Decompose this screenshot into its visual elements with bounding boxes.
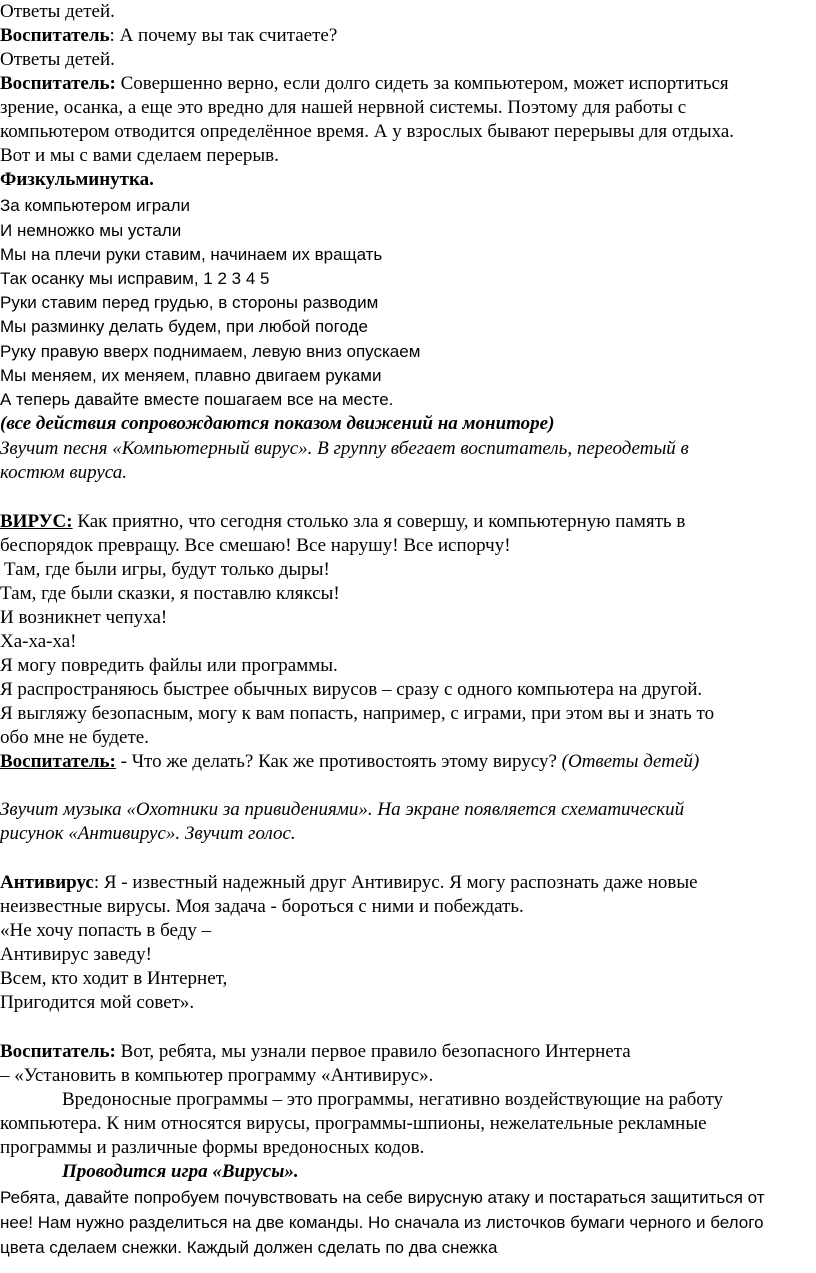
text-line: Там, где были игры, будут только дыры! bbox=[4, 559, 330, 580]
stage-direction: (все действия сопровождаются показом движений на мониторе) bbox=[0, 413, 555, 434]
text-line: Ответы детей. bbox=[0, 49, 115, 70]
stage-direction: (Ответы детей) bbox=[561, 751, 700, 772]
text-line: Вот и мы с вами сделаем перерыв. bbox=[0, 145, 279, 166]
text-line: И возникнет чепуха! bbox=[0, 607, 168, 628]
text-line: Я могу повредить файлы или программы. bbox=[0, 655, 338, 676]
text-line: – «Установить в компьютер программу «Антивирус». bbox=[0, 1065, 434, 1086]
dialogue-line bbox=[0, 510, 816, 534]
dialogue-line bbox=[0, 24, 816, 48]
game-heading: Проводится игра «Вирусы». bbox=[62, 1161, 299, 1182]
speaker-label: Воспитатель bbox=[0, 25, 110, 46]
dialogue-text: - Что же делать? Как же противостоять этому вирусу? bbox=[115, 751, 562, 772]
section-heading: Физкульминутка. bbox=[0, 169, 154, 190]
text-line: Пригодится мой совет». bbox=[0, 992, 195, 1013]
text-line: Я выгляжу безопасным, могу к вам попасть, например, с играми, при этом вы и знать то bbox=[0, 703, 715, 724]
poem-line: Мы меняем, их меняем, плавно двигаем руками bbox=[0, 366, 382, 385]
poem-line: Так осанку мы исправим, 1 2 3 4 5 bbox=[0, 269, 270, 288]
text-line: «Не хочу попасть в беду – bbox=[0, 920, 212, 941]
dialogue-text: Вот, ребята, мы узнали первое правило безопасного Интернета bbox=[115, 1041, 631, 1062]
poem-line: Мы разминку делать будем, при любой погоде bbox=[0, 317, 368, 336]
stage-direction: костюм вируса. bbox=[0, 462, 127, 483]
text-line: обо мне не будете. bbox=[0, 727, 149, 748]
text-line: программы и различные формы вредоносных кодов. bbox=[0, 1137, 425, 1158]
text-line: Ответы детей. bbox=[0, 1, 115, 22]
speaker-label: ВИРУС: bbox=[0, 511, 73, 532]
text-line: нее! Нам нужно разделиться на две команды. Но сначала из листочков бумаги черного и белого bbox=[0, 1213, 764, 1232]
dialogue-text: : Я - известный надежный друг Антивирус. Я могу распознать даже новые bbox=[93, 872, 698, 893]
text-line: беспорядок превращу. Все смешаю! Все нарушу! Все испорчу! bbox=[0, 535, 511, 556]
dialogue-text: : А почему вы так считаете? bbox=[109, 25, 338, 46]
dialogue-line bbox=[0, 72, 816, 96]
text-line: зрение, осанка, а еще это вредно для нашей нервной системы. Поэтому для работы с bbox=[0, 97, 687, 118]
text-line: неизвестные вирусы. Моя задача - бороться с ними и побеждать. bbox=[0, 896, 524, 917]
dialogue-text: Совершенно верно, если долго сидеть за компьютером, может испортиться bbox=[115, 73, 729, 94]
text-line: Ребята, давайте попробуем почувствовать на себе вирусную атаку и постараться защититься от bbox=[0, 1188, 765, 1207]
dialogue-text: Как приятно, что сегодня столько зла я совершу, и компьютерную память в bbox=[72, 511, 686, 532]
poem-line: Руку правую вверх поднимаем, левую вниз опускаем bbox=[0, 342, 421, 361]
poem-line: А теперь давайте вместе пошагаем все на месте. bbox=[0, 390, 394, 409]
speaker-label: Воспитатель: bbox=[0, 1041, 116, 1062]
text-line: Всем, кто ходит в Интернет, bbox=[0, 968, 228, 989]
text-line: цвета сделаем снежки. Каждый должен сделать по два снежка bbox=[0, 1238, 498, 1257]
speaker-label: Воспитатель: bbox=[0, 73, 116, 94]
text-line: Ха-ха-ха! bbox=[0, 631, 77, 652]
text-line: Вредоносные программы – это программы, негативно воздействующие на работу bbox=[62, 1089, 724, 1110]
poem-line: За компьютером играли bbox=[0, 196, 191, 215]
speaker-label: Антивирус bbox=[0, 872, 94, 893]
text-line: Там, где были сказки, я поставлю кляксы! bbox=[0, 583, 340, 604]
text-line: компьютером отводится определённое время. А у взрослых бывают перерывы для отдыха. bbox=[0, 121, 735, 142]
poem-line: Мы на плечи руки ставим, начинаем их вращать bbox=[0, 245, 383, 264]
dialogue-line bbox=[0, 1040, 816, 1064]
stage-direction: рисунок «Антивирус». Звучит голос. bbox=[0, 823, 296, 844]
poem-line: Руки ставим перед грудью, в стороны разводим bbox=[0, 293, 379, 312]
dialogue-line bbox=[0, 871, 816, 895]
text-line: компьютера. К ним относятся вирусы, программы-шпионы, нежелательные рекламные bbox=[0, 1113, 707, 1134]
stage-direction: Звучит песня «Компьютерный вирус». В группу вбегает воспитатель, переодетый в bbox=[0, 438, 689, 459]
text-line: Антивирус заведу! bbox=[0, 944, 152, 965]
speaker-label: Воспитатель: bbox=[0, 751, 116, 772]
text-line: Я распространяюсь быстрее обычных вирусов – сразу с одного компьютера на другой. bbox=[0, 679, 703, 700]
poem-line: И немножко мы устали bbox=[0, 221, 182, 240]
stage-direction: Звучит музыка «Охотники за привидениями». На экране появляется схематический bbox=[0, 799, 685, 820]
dialogue-line bbox=[0, 750, 816, 774]
